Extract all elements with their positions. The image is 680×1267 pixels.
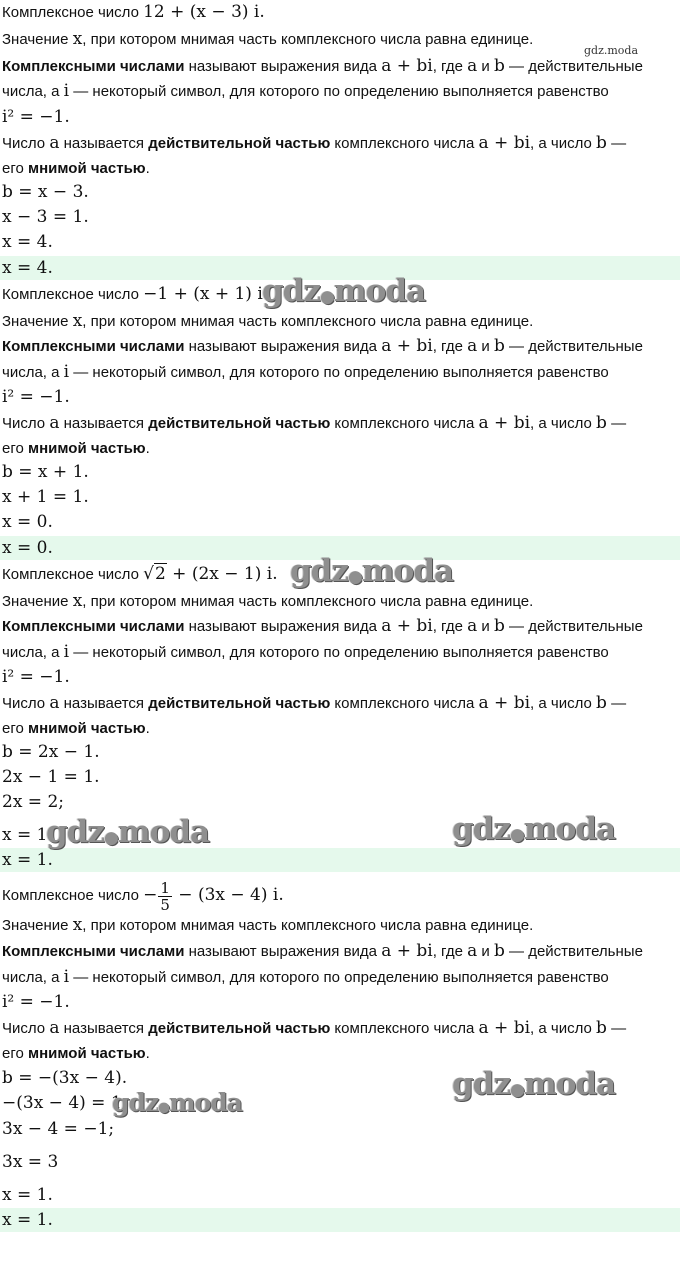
def-text: , а число — [530, 695, 597, 712]
title-expression: − (3x − 4) i. — [172, 885, 284, 905]
def-var-a: a — [49, 133, 60, 153]
term-imag-part: мнимой частью — [28, 1045, 146, 1062]
question-text: Значение — [2, 917, 73, 934]
question-text-end: , при котором мнимая часть комплексного числа равна единице. — [82, 917, 534, 934]
answer-line: x = 4. — [0, 256, 680, 280]
def-text: его — [2, 1045, 28, 1062]
solution-step: 2x − 1 = 1. — [2, 767, 100, 787]
watermark-text: gdz — [262, 273, 320, 309]
solution-step: 2x = 2; — [2, 792, 64, 812]
definition-line-1 — [0, 56, 680, 77]
watermark-dot: ● — [347, 566, 362, 587]
def-var-a: a — [467, 941, 478, 961]
def-var-b: b — [596, 1018, 607, 1038]
question-var: x — [72, 29, 83, 49]
title-prefix: Комплексное число — [2, 887, 144, 904]
definition-line-1 — [0, 336, 680, 357]
def-text: , а число — [530, 135, 597, 152]
sqrt-expression — [143, 563, 167, 584]
question-text: Значение — [2, 593, 73, 610]
watermark-text: gdz — [290, 553, 348, 589]
def-text: называют выражения вида — [184, 58, 382, 75]
watermark-text: gdz — [452, 1066, 510, 1102]
watermark-text: gdz — [46, 814, 104, 850]
def-text: его — [2, 160, 28, 177]
title-prefix: Комплексное число — [2, 286, 144, 303]
def-text: — — [606, 1020, 627, 1037]
solution-step: x − 3 = 1. — [2, 207, 89, 227]
term-real-part: действительной частью — [148, 135, 331, 152]
def-expr: a + bi — [478, 133, 531, 153]
watermark-text: moda — [361, 553, 454, 589]
task-title — [0, 875, 680, 915]
def-text: — — [606, 415, 627, 432]
def-text: Число — [2, 135, 50, 152]
def-text: числа, а — [2, 364, 64, 381]
def-var-i: i — [63, 967, 70, 987]
def-var-b: b — [493, 56, 505, 76]
definition-line-1 — [0, 941, 680, 962]
def-text: и — [477, 618, 494, 635]
def-text: Число — [2, 1020, 50, 1037]
solution-step: 3x − 4 = −1; — [2, 1119, 115, 1139]
def-expr: a + bi — [478, 1018, 531, 1038]
def-text: — действительные — [504, 618, 643, 635]
def-text: числа, а — [2, 83, 64, 100]
def-text: называется — [59, 1020, 149, 1037]
def-text: его — [2, 440, 28, 457]
def-text: , где — [432, 58, 468, 75]
solution-step: −(3x − 4) = 1; — [2, 1093, 128, 1113]
imag-part-line — [0, 719, 680, 739]
def-text: . — [145, 440, 150, 457]
term-real-part: действительной частью — [148, 415, 331, 432]
sqrt-radicand: 2 — [154, 564, 166, 584]
def-text: комплексного числа — [330, 1020, 479, 1037]
solution-step: x + 1 = 1. — [2, 487, 89, 507]
def-text: , а число — [530, 415, 597, 432]
definition-line-3: i² = −1. — [2, 667, 70, 687]
solution-step: 3x = 3 — [2, 1152, 59, 1172]
question-text-end: , при котором мнимая часть комплексного числа равна единице. — [82, 593, 534, 610]
question-line — [0, 915, 680, 936]
title-expression: + (2x − 1) i. — [166, 564, 278, 584]
def-var-b: b — [493, 336, 505, 356]
def-var-a: a — [49, 413, 60, 433]
definition-line-2 — [0, 362, 680, 383]
def-text: называется — [59, 695, 149, 712]
def-text: комплексного числа — [330, 135, 479, 152]
def-text: , где — [432, 618, 468, 635]
definition-line-2 — [0, 642, 680, 663]
def-text: — некоторый символ, для которого по определению выполняется равенство — [69, 83, 609, 100]
def-text: и — [477, 58, 494, 75]
def-text: числа, а — [2, 644, 64, 661]
title-prefix: Комплексное число — [2, 4, 144, 21]
question-text: Значение — [2, 31, 73, 48]
definition-line-2 — [0, 967, 680, 988]
term-imag-part: мнимой частью — [28, 720, 146, 737]
watermark-dot: ● — [158, 1099, 170, 1116]
watermark-text: moda — [523, 811, 616, 847]
task-title — [0, 564, 680, 585]
term-imag-part: мнимой частью — [28, 160, 146, 177]
real-part-line — [0, 1018, 680, 1039]
watermark-dot: ● — [319, 286, 334, 307]
question-text-end: , при котором мнимая часть комплексного числа равна единице. — [82, 313, 534, 330]
term-complex-numbers: Комплексными числами — [2, 943, 185, 960]
definition-line-3: i² = −1. — [2, 107, 70, 127]
title-expression: 12 + (x − 3) i. — [143, 2, 265, 22]
def-var-b: b — [596, 133, 607, 153]
watermark-text: moda — [117, 814, 210, 850]
def-var-i: i — [63, 642, 70, 662]
watermark-dot: ● — [509, 1079, 524, 1100]
fraction-numerator: 1 — [160, 878, 170, 897]
solution-step: x = 1. — [2, 825, 53, 845]
def-text: , где — [432, 943, 468, 960]
solution-step: b = 2x − 1. — [2, 742, 100, 762]
question-var: x — [72, 311, 83, 331]
fraction — [158, 880, 172, 913]
def-expr: a + bi — [381, 941, 433, 961]
def-text: — некоторый символ, для которого по определению выполняется равенство — [69, 644, 609, 661]
def-text: комплексного числа — [330, 695, 479, 712]
def-text: и — [477, 943, 494, 960]
term-real-part: действительной частью — [148, 1020, 331, 1037]
def-text: — некоторый символ, для которого по определению выполняется равенство — [69, 364, 609, 381]
imag-part-line — [0, 159, 680, 179]
solution-step: b = −(3x − 4). — [2, 1068, 128, 1088]
def-expr: a + bi — [381, 616, 433, 636]
question-line — [0, 29, 680, 50]
def-expr: a + bi — [478, 413, 531, 433]
watermark-dot: ● — [509, 824, 524, 845]
def-var-i: i — [63, 81, 70, 101]
answer-line: x = 0. — [0, 536, 680, 560]
def-text: называют выражения вида — [184, 618, 382, 635]
question-text-end: , при котором мнимая часть комплексного числа равна единице. — [82, 31, 534, 48]
definition-line-1 — [0, 616, 680, 637]
def-var-a: a — [49, 1018, 60, 1038]
watermark-text: gdz — [452, 811, 510, 847]
def-var-a: a — [49, 693, 60, 713]
task-title — [0, 284, 680, 305]
solution-step: x = 1. — [2, 1185, 53, 1205]
imag-part-line — [0, 439, 680, 459]
def-text: . — [145, 720, 150, 737]
def-text: его — [2, 720, 28, 737]
imag-part-line — [0, 1044, 680, 1064]
def-var-a: a — [467, 56, 478, 76]
term-imag-part: мнимой частью — [28, 440, 146, 457]
solution-step: x = 0. — [2, 512, 53, 532]
watermark-text: moda — [333, 273, 426, 309]
sqrt-sign: √ — [143, 564, 154, 584]
title-prefix: Комплексное число — [2, 566, 144, 583]
def-var-b: b — [596, 413, 607, 433]
watermark-dot: ● — [103, 827, 118, 848]
watermark-text: gdz.moda — [584, 44, 639, 57]
def-text: Число — [2, 695, 50, 712]
def-text: — — [606, 135, 627, 152]
def-expr: a + bi — [478, 693, 531, 713]
def-text: называется — [59, 415, 149, 432]
term-complex-numbers: Комплексными числами — [2, 338, 185, 355]
def-text: называют выражения вида — [184, 338, 382, 355]
task-title — [0, 2, 680, 23]
definition-line-2 — [0, 81, 680, 102]
def-var-b: b — [493, 616, 505, 636]
real-part-line — [0, 133, 680, 154]
def-text: и — [477, 338, 494, 355]
def-text: — — [606, 695, 627, 712]
question-var: x — [72, 591, 83, 611]
term-complex-numbers: Комплексными числами — [2, 58, 185, 75]
def-expr: a + bi — [381, 56, 433, 76]
def-expr: a + bi — [381, 336, 433, 356]
watermark-text: moda — [523, 1066, 616, 1102]
solution-step: b = x − 3. — [2, 182, 89, 202]
watermark-text: gdz — [112, 1088, 159, 1117]
question-line — [0, 591, 680, 612]
def-text: , а число — [530, 1020, 597, 1037]
real-part-line — [0, 413, 680, 434]
question-text: Значение — [2, 313, 73, 330]
def-text: комплексного числа — [330, 415, 479, 432]
def-text: называется — [59, 135, 149, 152]
def-var-i: i — [63, 362, 70, 382]
def-text: . — [145, 160, 150, 177]
def-text: — действительные — [504, 943, 643, 960]
def-text: , где — [432, 338, 468, 355]
definition-line-3: i² = −1. — [2, 992, 70, 1012]
def-var-b: b — [493, 941, 505, 961]
fraction-denominator: 5 — [160, 895, 170, 914]
def-text: — действительные — [504, 338, 643, 355]
title-minus: − — [143, 885, 158, 905]
def-text: называют выражения вида — [184, 943, 382, 960]
def-text: — некоторый символ, для которого по определению выполняется равенство — [69, 969, 609, 986]
solution-step: b = x + 1. — [2, 462, 89, 482]
def-var-b: b — [596, 693, 607, 713]
term-complex-numbers: Комплексными числами — [2, 618, 185, 635]
def-text: . — [145, 1045, 150, 1062]
definition-line-3: i² = −1. — [2, 387, 70, 407]
question-line — [0, 311, 680, 332]
real-part-line — [0, 693, 680, 714]
answer-line: x = 1. — [0, 848, 680, 872]
solution-step: x = 4. — [2, 232, 53, 252]
title-expression: −1 + (x + 1) i. — [143, 284, 269, 304]
question-var: x — [72, 915, 83, 935]
def-text: числа, а — [2, 969, 64, 986]
def-text: Число — [2, 415, 50, 432]
term-real-part: действительной частью — [148, 695, 331, 712]
def-text: — действительные — [504, 58, 643, 75]
watermark-text: moda — [169, 1088, 242, 1117]
answer-line: x = 1. — [0, 1208, 680, 1232]
def-var-a: a — [467, 616, 478, 636]
def-var-a: a — [467, 336, 478, 356]
